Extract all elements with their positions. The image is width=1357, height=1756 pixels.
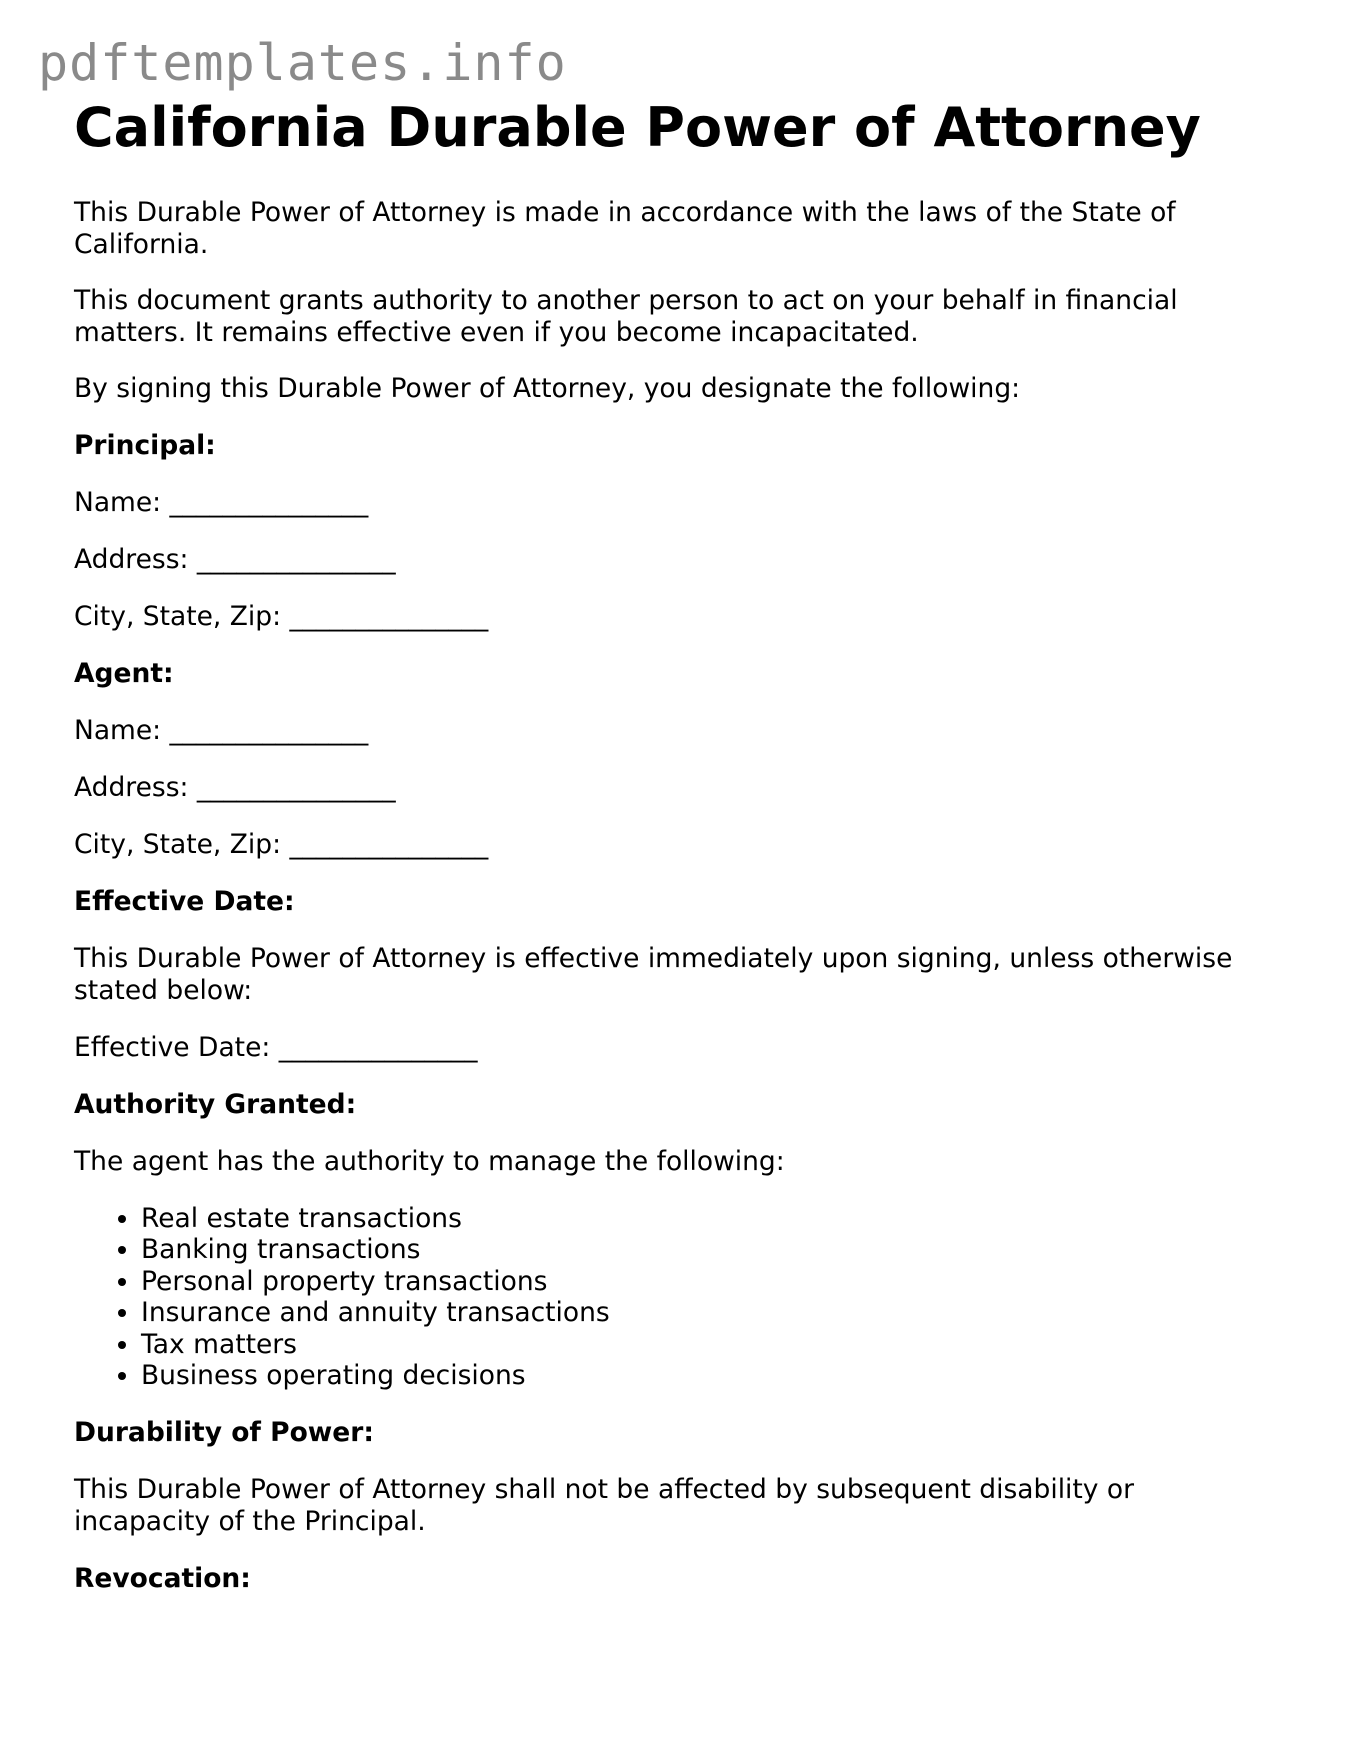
authority-heading: Authority Granted: [74, 1088, 357, 1120]
list-item: • Banking transactions [141, 1234, 1274, 1266]
principal-city-field: City, State, Zip: _______________ [74, 600, 489, 632]
document-body [74, 96, 1274, 1595]
intro-paragraph-3: By signing this Durable Power of Attorney, you designate the following: [74, 372, 1021, 404]
principal-heading: Principal: [74, 429, 216, 461]
list-item: • Business operating decisions [141, 1360, 1274, 1392]
authority-paragraph: The agent has the authority to manage the following: [74, 1145, 785, 1177]
durability-paragraph: This Durable Power of Attorney shall not be affected by subsequent disability or incapacity of the Principal. [74, 1473, 1135, 1537]
principal-address-field: Address: _______________ [74, 543, 396, 575]
list-item: • Tax matters [141, 1329, 1274, 1361]
effective-date-paragraph: This Durable Power of Attorney is effective immediately upon signing, unless otherwise stated below: [74, 942, 1233, 1006]
list-item: • Personal property transactions [141, 1266, 1274, 1298]
agent-address-field: Address: _______________ [74, 771, 396, 803]
effective-date-heading: Effective Date: [74, 885, 295, 917]
revocation-heading: Revocation: [74, 1562, 251, 1594]
durability-heading: Durability of Power: [74, 1416, 374, 1448]
list-item: • Real estate transactions [141, 1203, 1274, 1235]
watermark-text: pdftemplates.info [38, 34, 567, 92]
agent-city-field: City, State, Zip: _______________ [74, 828, 489, 860]
agent-heading: Agent: [74, 657, 174, 689]
principal-name-field: Name: _______________ [74, 486, 369, 518]
agent-name-field: Name: _______________ [74, 714, 369, 746]
intro-paragraph-1: This Durable Power of Attorney is made in accordance with the laws of the State of California. [74, 196, 1176, 260]
list-item: • Insurance and annuity transactions [141, 1297, 1274, 1329]
authority-list [74, 1203, 1274, 1392]
effective-date-field: Effective Date: _______________ [74, 1031, 478, 1063]
document-title: California Durable Power of Attorney [74, 96, 1201, 159]
intro-paragraph-2: This document grants authority to another person to act on your behalf in financial matters. It remains effective even if you become incapacitated. [74, 284, 1178, 348]
